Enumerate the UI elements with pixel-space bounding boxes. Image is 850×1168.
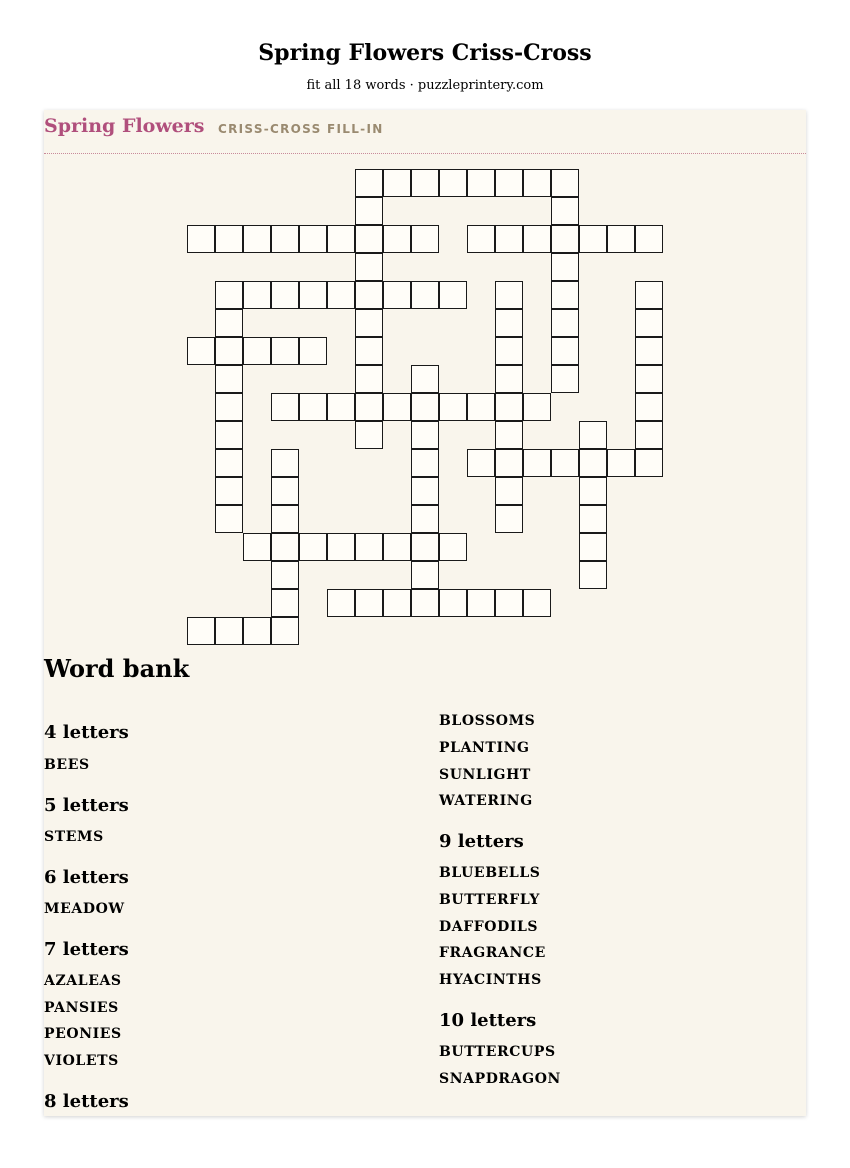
- grid-cell[interactable]: [383, 225, 411, 253]
- word-bank-item: BEES: [44, 757, 90, 773]
- grid-cell[interactable]: [467, 449, 495, 477]
- grid-cell[interactable]: [271, 589, 299, 617]
- puzzle-brand: Spring Flowers: [44, 115, 205, 137]
- grid-cell[interactable]: [355, 393, 383, 421]
- grid-cell[interactable]: [495, 169, 523, 197]
- grid-cell[interactable]: [551, 253, 579, 281]
- grid-cell[interactable]: [271, 225, 299, 253]
- grid-cell[interactable]: [579, 421, 607, 449]
- grid-cell[interactable]: [467, 393, 495, 421]
- grid-cell[interactable]: [635, 365, 663, 393]
- grid-cell[interactable]: [495, 421, 523, 449]
- grid-cell[interactable]: [271, 281, 299, 309]
- grid-cell[interactable]: [355, 589, 383, 617]
- grid-cell[interactable]: [523, 225, 551, 253]
- word-bank-item: SNAPDRAGON: [439, 1071, 561, 1087]
- grid-cell[interactable]: [411, 561, 439, 589]
- grid-cell[interactable]: [355, 281, 383, 309]
- grid-cell[interactable]: [355, 197, 383, 225]
- word-bank-item: DAFFODILS: [439, 919, 539, 935]
- grid-cell[interactable]: [411, 281, 439, 309]
- word-bank-item: PEONIES: [44, 1026, 122, 1042]
- grid-cell[interactable]: [355, 169, 383, 197]
- grid-cell[interactable]: [411, 169, 439, 197]
- grid-cell[interactable]: [411, 421, 439, 449]
- puzzle-type-tag: CRISS-CROSS FILL-IN: [218, 122, 384, 136]
- grid-cell[interactable]: [215, 477, 243, 505]
- grid-cell[interactable]: [383, 589, 411, 617]
- grid-cell[interactable]: [327, 281, 355, 309]
- grid-cell[interactable]: [551, 197, 579, 225]
- grid-cell[interactable]: [635, 309, 663, 337]
- grid-cell[interactable]: [215, 281, 243, 309]
- word-bank-item: VIOLETS: [44, 1053, 119, 1069]
- grid-cell[interactable]: [495, 281, 523, 309]
- grid-cell[interactable]: [523, 589, 551, 617]
- grid-cell[interactable]: [299, 281, 327, 309]
- grid-cell[interactable]: [383, 281, 411, 309]
- grid-cell[interactable]: [411, 533, 439, 561]
- grid-cell[interactable]: [271, 449, 299, 477]
- grid-cell[interactable]: [411, 365, 439, 393]
- word-bank-item: PLANTING: [439, 740, 530, 756]
- grid-cell[interactable]: [411, 393, 439, 421]
- puzzle-card: [44, 110, 806, 1116]
- grid-cell[interactable]: [355, 337, 383, 365]
- grid-cell[interactable]: [187, 617, 215, 645]
- grid-cell[interactable]: [551, 337, 579, 365]
- grid-cell[interactable]: [411, 449, 439, 477]
- grid-cell[interactable]: [411, 477, 439, 505]
- group-heading: 7 letters: [44, 939, 129, 960]
- grid-cell[interactable]: [495, 309, 523, 337]
- grid-cell[interactable]: [271, 337, 299, 365]
- grid-cell[interactable]: [215, 337, 243, 365]
- word-bank-title: Word bank: [44, 654, 190, 683]
- group-heading: 6 letters: [44, 867, 129, 888]
- grid-cell[interactable]: [551, 309, 579, 337]
- grid-cell[interactable]: [635, 225, 663, 253]
- grid-cell[interactable]: [579, 477, 607, 505]
- grid-cell[interactable]: [243, 281, 271, 309]
- page-subtitle: fit all 18 words · puzzleprintery.com: [306, 78, 544, 93]
- grid-cell[interactable]: [495, 365, 523, 393]
- grid-cell[interactable]: [495, 449, 523, 477]
- grid-cell[interactable]: [439, 589, 467, 617]
- grid-cell[interactable]: [243, 533, 271, 561]
- grid-cell[interactable]: [215, 365, 243, 393]
- grid-cell[interactable]: [495, 505, 523, 533]
- group-heading: 9 letters: [439, 831, 524, 852]
- grid-cell[interactable]: [383, 169, 411, 197]
- grid-cell[interactable]: [243, 337, 271, 365]
- grid-cell[interactable]: [607, 225, 635, 253]
- grid-cell[interactable]: [327, 225, 355, 253]
- grid-cell[interactable]: [635, 449, 663, 477]
- grid-cell[interactable]: [579, 505, 607, 533]
- word-bank-item: AZALEAS: [44, 973, 122, 989]
- word-bank-item: BUTTERFLY: [439, 892, 540, 908]
- word-bank-item: BUTTERCUPS: [439, 1044, 556, 1060]
- group-heading: 10 letters: [439, 1010, 537, 1031]
- grid-cell[interactable]: [551, 449, 579, 477]
- grid-cell[interactable]: [579, 533, 607, 561]
- grid-cell[interactable]: [355, 365, 383, 393]
- grid-cell[interactable]: [495, 393, 523, 421]
- grid-cell[interactable]: [187, 225, 215, 253]
- grid-cell[interactable]: [579, 449, 607, 477]
- grid-cell[interactable]: [355, 253, 383, 281]
- grid-cell[interactable]: [635, 421, 663, 449]
- grid-cell[interactable]: [551, 281, 579, 309]
- group-heading: 8 letters: [44, 1091, 129, 1112]
- grid-cell[interactable]: [523, 169, 551, 197]
- grid-cell[interactable]: [271, 505, 299, 533]
- grid-cell[interactable]: [215, 393, 243, 421]
- grid-cell[interactable]: [439, 533, 467, 561]
- grid-cell[interactable]: [215, 617, 243, 645]
- grid-cell[interactable]: [271, 617, 299, 645]
- grid-cell[interactable]: [579, 225, 607, 253]
- grid-cell[interactable]: [551, 225, 579, 253]
- grid-cell[interactable]: [299, 393, 327, 421]
- word-bank-item: STEMS: [44, 829, 104, 845]
- grid-cell[interactable]: [607, 449, 635, 477]
- grid-cell[interactable]: [271, 393, 299, 421]
- grid-cell[interactable]: [383, 533, 411, 561]
- grid-cell[interactable]: [215, 449, 243, 477]
- grid-cell[interactable]: [215, 505, 243, 533]
- grid-cell[interactable]: [439, 393, 467, 421]
- grid-cell[interactable]: [635, 337, 663, 365]
- grid-cell[interactable]: [523, 393, 551, 421]
- grid-cell[interactable]: [271, 533, 299, 561]
- grid-cell[interactable]: [299, 337, 327, 365]
- word-bank-item: FRAGRANCE: [439, 945, 546, 961]
- word-bank-item: PANSIES: [44, 1000, 119, 1016]
- grid-cell[interactable]: [579, 561, 607, 589]
- grid-cell[interactable]: [495, 477, 523, 505]
- grid-cell[interactable]: [271, 561, 299, 589]
- word-bank-item: WATERING: [439, 793, 533, 809]
- page-title: Spring Flowers Criss-Cross: [258, 40, 592, 66]
- grid-cell[interactable]: [467, 589, 495, 617]
- grid-cell[interactable]: [495, 337, 523, 365]
- grid-cell[interactable]: [355, 533, 383, 561]
- grid-cell[interactable]: [635, 281, 663, 309]
- grid-cell[interactable]: [215, 309, 243, 337]
- grid-cell[interactable]: [243, 617, 271, 645]
- grid-cell[interactable]: [243, 225, 271, 253]
- grid-cell[interactable]: [495, 589, 523, 617]
- word-bank-item: BLOSSOMS: [439, 713, 536, 729]
- grid-cell[interactable]: [635, 393, 663, 421]
- grid-cell[interactable]: [439, 281, 467, 309]
- grid-cell[interactable]: [327, 589, 355, 617]
- grid-cell[interactable]: [411, 505, 439, 533]
- grid-cell[interactable]: [299, 225, 327, 253]
- grid-cell[interactable]: [215, 225, 243, 253]
- grid-cell[interactable]: [411, 225, 439, 253]
- grid-cell[interactable]: [467, 169, 495, 197]
- word-bank-item: HYACINTHS: [439, 972, 542, 988]
- grid-cell[interactable]: [383, 393, 411, 421]
- crossword-grid: [44, 110, 806, 670]
- grid-cell[interactable]: [299, 533, 327, 561]
- grid-cell[interactable]: [187, 337, 215, 365]
- grid-cell[interactable]: [355, 309, 383, 337]
- grid-cell[interactable]: [355, 421, 383, 449]
- grid-cell[interactable]: [551, 169, 579, 197]
- grid-cell[interactable]: [495, 225, 523, 253]
- grid-cell[interactable]: [355, 225, 383, 253]
- grid-cell[interactable]: [467, 225, 495, 253]
- grid-cell[interactable]: [439, 169, 467, 197]
- grid-cell[interactable]: [411, 589, 439, 617]
- grid-cell[interactable]: [215, 421, 243, 449]
- group-heading: 5 letters: [44, 795, 129, 816]
- word-bank-item: SUNLIGHT: [439, 767, 531, 783]
- grid-cell[interactable]: [271, 477, 299, 505]
- grid-cell[interactable]: [327, 533, 355, 561]
- word-bank-item: MEADOW: [44, 901, 125, 917]
- word-bank-item: BLUEBELLS: [439, 865, 541, 881]
- grid-cell[interactable]: [327, 393, 355, 421]
- grid-cell[interactable]: [551, 365, 579, 393]
- grid-cell[interactable]: [523, 449, 551, 477]
- group-heading: 4 letters: [44, 722, 129, 743]
